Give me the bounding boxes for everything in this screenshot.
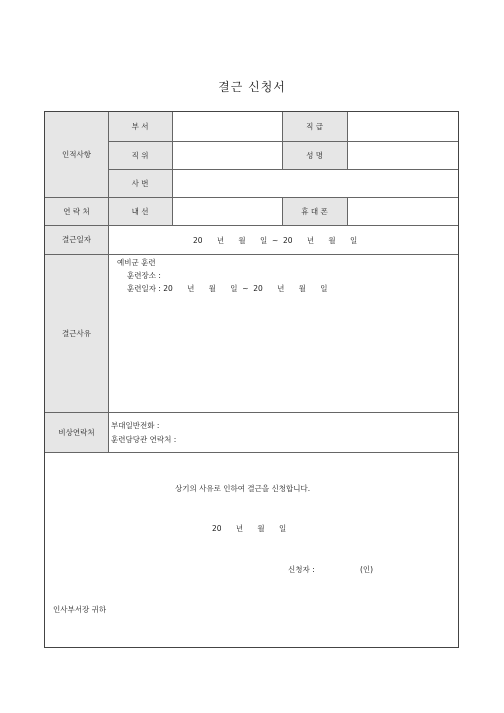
rank-field[interactable] <box>348 113 457 140</box>
dept-label: 부 서 <box>108 112 172 141</box>
name-field[interactable] <box>348 142 457 168</box>
extension-field[interactable] <box>173 198 281 224</box>
application-date: 20 년 월 일 <box>212 524 287 533</box>
training-officer-contact-label: 훈련담당관 연락처 : <box>111 435 177 444</box>
addressee: 인사부서장 귀하 <box>53 605 107 614</box>
personal-section-label: 인적사항 <box>45 112 108 197</box>
rank-label: 직 급 <box>282 112 347 141</box>
position-field[interactable] <box>173 142 281 168</box>
absence-application-form <box>44 111 459 648</box>
contact-label: 연 락 처 <box>45 197 108 225</box>
reason-training-location: 훈련장소 : <box>127 271 161 280</box>
applicant-signature: 신청자 : (인) <box>288 565 374 574</box>
extension-label: 내 선 <box>108 197 172 225</box>
reason-reserve-training: 예비군 훈련 <box>117 258 156 267</box>
mobile-label: 휴 대 폰 <box>282 197 347 225</box>
employee-number-label: 사 번 <box>108 169 172 197</box>
unit-phone-label: 부대일반전화 : <box>111 421 160 430</box>
mobile-field[interactable] <box>348 198 457 224</box>
absence-reason-label: 결근사유 <box>45 254 108 412</box>
employee-number-field[interactable] <box>173 170 457 196</box>
position-label: 직 위 <box>108 141 172 169</box>
application-statement: 상기의 사유로 인하여 결근을 신청합니다. <box>175 484 311 493</box>
dept-field[interactable] <box>173 113 281 140</box>
absence-date-label: 결근일자 <box>45 225 108 254</box>
name-label: 성 명 <box>282 141 347 169</box>
absence-date-value: 20 년 월 일 ~ 20 년 월 일 <box>193 236 358 245</box>
reason-training-dates: 훈련일자 : 20 년 월 일 ~ 20 년 월 일 <box>127 284 328 293</box>
emergency-contact-label: 비상연락처 <box>45 412 108 452</box>
page-title: 결근 신청서 <box>218 80 286 94</box>
